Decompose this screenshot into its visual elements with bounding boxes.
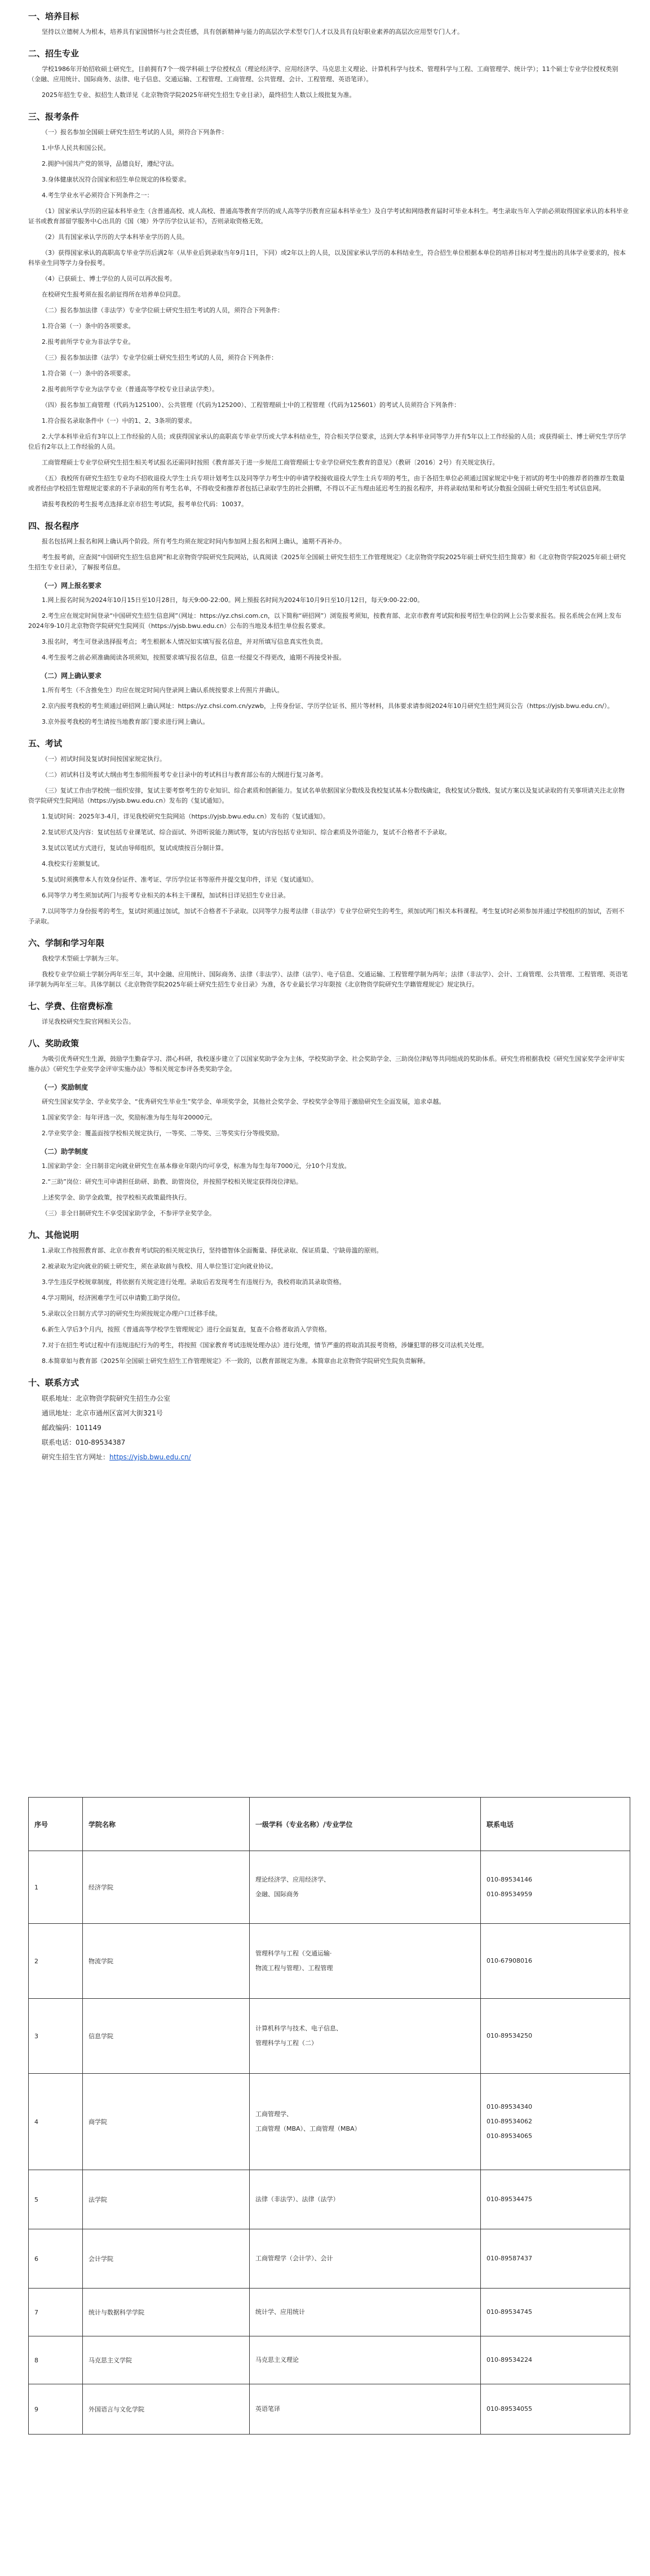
subjects-cell	[250, 1924, 481, 1999]
subject-line: 工商管理学（会计学）、会计	[255, 2255, 333, 2262]
subject-line: 工商管理学、	[255, 2110, 293, 2118]
paragraph: 7.以同等学力身份报考的考生，复试时须通过加试，加试不合格者不予录取。以同等学力报考法律（非法学）专业学位研究生的考生，须加试两门相关本科课程。考生复试时必须参加并通过学校组织的加试，否则不予录取。	[28, 908, 625, 925]
table-row	[29, 2336, 630, 2384]
paragraph: 1.符合报名录取条件中（一）中的1、2、3条项的要求。	[42, 417, 196, 424]
phone-cell	[481, 2229, 630, 2289]
paragraph: （4）已获硕士、博士学位的人员可以再次报考。	[42, 275, 176, 282]
subsection-heading-grants: （二）助学制度	[41, 1148, 89, 1156]
paragraph: 1.符合第（一）条中的各项要求。	[42, 370, 135, 377]
paragraph: 1.所有考生（不含推免生）均应在规定时间内登录网上确认系统按要求上传照片并确认。	[42, 687, 284, 694]
subject-line: 工商管理（MBA）、工商管理（MBA）	[255, 2125, 361, 2132]
paragraph: 详见我校研究生院官网相关公告。	[42, 1018, 135, 1025]
phone-number: 010-67908016	[487, 1957, 532, 1964]
phone-cell	[481, 2336, 630, 2384]
college-contact-table	[28, 1797, 630, 2435]
paragraph: 3.京外报考我校的考生请按当地教育部门要求进行网上确认。	[42, 718, 209, 725]
phone-cell	[481, 1851, 630, 1924]
paragraph: （三）复试工作由学校统一组织安排，复试主要考察考生的专业知识、综合素质和创新能力。复试名单依据国家分数线及我校复试基本分数线确定，我校复试分数线、复试方案以及复试录取的有关事项请关注北京物资学院研究生院网站（https://yjsb.bwu.edu.cn）发布的《复试通知》。	[28, 787, 625, 804]
paragraph: 上述奖学金、助学金政策，按学校相关政策最终执行。	[42, 1194, 191, 1201]
paragraph: 5.复试时须携带本人有效身份证件、准考证、学历学位证书等原件并提交复印件，详见《复试通知》。	[42, 876, 317, 883]
paragraph: 1.录取工作按照教育部、北京市教育考试院的相关规定执行，坚持德智体全面衡量、择优录取、保证质量、宁缺毋滥的原则。	[42, 1247, 383, 1254]
header-phone: 联系电话	[481, 1798, 630, 1851]
row-number: 6	[29, 2229, 83, 2289]
subsection-heading-online-confirmation: （二）网上确认要求	[41, 672, 102, 680]
college-name: 马克思主义学院	[83, 2336, 250, 2384]
college-name: 统计与数据科学学院	[83, 2289, 250, 2336]
phone-number: 010-89534340	[487, 2103, 532, 2110]
paragraph: 1.国家助学金：全日制非定向就业研究生在基本修业年限内均可享受，标准为每生每年7000元，分10个月发放。	[42, 1162, 351, 1170]
table-row	[29, 2289, 630, 2336]
paragraph: 3.身体健康状况符合国家和招生单位规定的体检要求。	[42, 176, 191, 183]
contact-table-wrapper	[28, 1797, 630, 2435]
section-heading-eligibility: 三、报考条件	[28, 112, 79, 122]
paragraph: 4.学习期间，经济困难学生可以申请勤工助学岗位。	[42, 1294, 184, 1302]
phone-number: 010-89534062	[487, 2118, 532, 2125]
paragraph: 1.中华人民共和国公民。	[42, 144, 110, 152]
paragraph: （四）报名参加工商管理（代码为125100）、公共管理（代码为125200）、工程管理硕士中的工程管理（代码为125601）的考试人员须符合下列条件：	[42, 401, 460, 409]
paragraph: 8.本简章如与教育部《2025年全国硕士研究生招生工作管理规定》不一致的，以教育部规定为准。本简章由北京物资学院研究生院负责解释。	[42, 1357, 430, 1365]
college-name: 商学院	[83, 2074, 250, 2170]
paragraph: 6.新生入学后3个月内，按照《普通高等学校学生管理规定》进行全面复查，复查不合格者取消入学资格。	[42, 1326, 331, 1333]
paragraph: 2.“三助”岗位：研究生可申请担任助研、助教、助管岗位，并按照学校相关规定获得岗位津贴。	[42, 1178, 302, 1185]
paragraph: 6.同等学力考生须加试两门与报考专业相关的本科主干课程，加试科目详见招生专业目录。	[42, 892, 290, 899]
paragraph: （一）报名参加全国硕士研究生招生考试的人员，须符合下列条件：	[42, 129, 228, 136]
paragraph: 研究生国家奖学金、学业奖学金、“优秀研究生毕业生”奖学金、单项奖学金，其他社会奖学金、学校奖学金等用于激励研究生全面发展，追求卓越。	[42, 1098, 445, 1105]
contact-address: 联系地址：北京物资学院研究生招生办公室	[42, 1395, 171, 1402]
paragraph: 1.符合第（一）条中的各项要求。	[42, 322, 135, 330]
paragraph: 请报考我校的考生报考点选择北京市招生考试院，报考单位代码：10037。	[42, 501, 247, 508]
subject-line: 英语笔译	[255, 2405, 280, 2413]
paragraph: 2.学业奖学金：覆盖面按学校相关规定执行，一等奖、二等奖、三等奖实行分等级奖励。	[42, 1130, 284, 1137]
paragraph: 2.报考前所学专业为法学专业（普通高等学校专业目录法学类）。	[42, 386, 218, 393]
contact-website-label: 研究生招生官方网址：	[42, 1453, 110, 1461]
paragraph: 1.网上报名时间为2024年10月15日至10月28日，每天9:00-22:00。网上预报名时间为2024年10月9日至10月12日，每天9:00-22:00。	[42, 596, 424, 604]
paragraph: （三）报名参加法律（法学）专业学位硕士研究生招生考试的人员，须符合下列条件：	[42, 354, 277, 361]
paragraph: 4.考生报考之前必须准确阅读各项须知，按照要求填写报名信息，信息一经提交不得更改，逾期不再接受补报。	[42, 654, 346, 661]
row-number: 3	[29, 1999, 83, 2074]
row-number: 8	[29, 2336, 83, 2384]
document-body	[28, 0, 630, 1770]
header-subjects: 一级学科（专业名称）/专业学位	[250, 1798, 481, 1851]
college-name: 经济学院	[83, 1851, 250, 1924]
subjects-cell	[250, 2074, 481, 2170]
table-row	[29, 2074, 630, 2170]
subject-line: 统计学、应用统计	[255, 2308, 305, 2316]
subject-line: 物流工程与管理）、工程管理	[255, 1964, 333, 1972]
phone-number: 010-89534055	[487, 2405, 532, 2413]
row-number: 1	[29, 1851, 83, 1924]
paragraph: （五）我校所有研究生招生专业均不招收退役大学生士兵专项计划考生以及同等学力考生中的申请学校接收退役大学生士兵专项的考生，由于各招生单位必须通过国家规定中免于初试的考生中的推荐者的推荐生数量或者经由学校招生管理规定要求的不予录取的所有考生名单，不得收受和推荐者包括已录取学生的社会捐赠，不得以不正当理由延迟考生的报名程序，并将录取结果和考试分数报全国硕士研究生招生考试信息网。	[28, 475, 625, 492]
paragraph: 为吸引优秀研究生生源，鼓励学生勤奋学习、潜心科研，我校逐步建立了以国家奖助学金为主体，学校奖助学金、社会奖助学金、三助岗位津贴等共同组成的奖助体系。研究生将根据我校《研究生国家奖学金评审实施办法》《研究生学业奖学金评审实施办法》等相关规定参评各类奖助学金。	[28, 1055, 625, 1073]
section-heading-majors: 二、招生专业	[28, 48, 79, 59]
table-row	[29, 2229, 630, 2289]
contact-website	[28, 1452, 630, 1462]
college-name: 信息学院	[83, 1999, 250, 2074]
phone-cell	[481, 2074, 630, 2170]
section-heading-exam: 五、考试	[28, 738, 63, 749]
paragraph: 报名包括网上报名和网上确认两个阶段。所有考生均须在规定时间内参加网上报名和网上确认，逾期不再补办。	[42, 538, 346, 545]
paragraph: 7.对于在招生考试过程中有违规违纪行为的考生，将按照《国家教育考试违规处理办法》进行处理，情节严重的将取消其报考资格，涉嫌犯罪的移交司法机关处理。	[42, 1342, 488, 1349]
paragraph: 学校1986年开始招收硕士研究生，目前拥有7个一级学科硕士学位授权点（理论经济学、应用经济学、马克思主义理论、计算机科学与技术、管理科学与工程、工商管理学、统计学）；11个硕士专业学位授权类别（金融、应用统计、国际商务、法律、电子信息、交通运输、工程管理、工商管理、公共管理、会计、工程管理、英语笔译）。	[28, 65, 618, 83]
phone-cell	[481, 1999, 630, 2074]
header-no: 序号	[29, 1798, 83, 1851]
phone-number: 010-89534224	[487, 2356, 532, 2363]
paragraph: （二）初试科目及考试大纲由考生参照所报考专业目录中的考试科目与教育部公布的大纲进行复习备考。	[42, 771, 327, 778]
table-row	[29, 2170, 630, 2229]
paragraph: 4.考生学业水平必须符合下列条件之一：	[42, 192, 153, 199]
college-name: 会计学院	[83, 2229, 250, 2289]
subject-line: 金融、国际商务	[255, 1891, 299, 1898]
phone-number: 010-89534146	[487, 1876, 532, 1883]
phone-number: 010-89534745	[487, 2308, 532, 2316]
paragraph: 3.学生违反学校规章制度，将依据有关规定进行处理。录取后若发现考生有违规行为，我校将取消其录取资格。	[42, 1278, 346, 1286]
paragraph: 2.考生应在规定时间登录“中国研究生招生信息网”（网址：https://yz.chsi.com.cn，以下简称“研招网”）浏览报考须知，按教育部、北京市教育考试院和报考招生单位的网上公告要求报名。报名系统会在网上发布2024年9-10月北京物资学院研究生院网页（https://yjsb.bwu.edu.cn）公布的当地及本招生单位报名要求。	[28, 612, 622, 630]
phone-number: 010-89587437	[487, 2255, 532, 2262]
phone-cell	[481, 2170, 630, 2229]
row-number: 9	[29, 2384, 83, 2435]
paragraph: 2.报考前所学专业为非法学专业。	[42, 338, 135, 346]
paragraph: 在校研究生报考须在报名前征得所在培养单位同意。	[42, 291, 184, 298]
table-row	[29, 1851, 630, 1924]
college-name: 物流学院	[83, 1924, 250, 1999]
subsection-heading-online-registration: （一）网上报名要求	[41, 582, 102, 590]
phone-number: 010-89534475	[487, 2196, 532, 2203]
college-name: 法学院	[83, 2170, 250, 2229]
subjects-cell	[250, 2384, 481, 2435]
subject-line: 理论经济学、应用经济学、	[255, 1876, 330, 1883]
phone-number: 010-89534250	[487, 2032, 532, 2039]
phone-cell	[481, 2289, 630, 2336]
paragraph: 2.被录取为定向就业的硕士研究生，须在录取前与我校、用人单位签订定向就业协议。	[42, 1263, 277, 1270]
paragraph: 我校学术型硕士学制为三年。	[42, 955, 122, 962]
subjects-cell	[250, 2229, 481, 2289]
row-number: 2	[29, 1924, 83, 1999]
section-heading-registration: 四、报名程序	[28, 521, 79, 531]
section-heading-fees: 七、学费、住宿费标准	[28, 1001, 113, 1011]
paragraph: （3）获得国家承认的高职高专毕业学历后满2年（从毕业后到录取当年9月1日，下同）或2年以上的人员，以及国家承认学历的本科结业生，符合招生单位根据本单位的培养目标对考生提出的具体学业要求的，按本科毕业生同等学力身份报考。	[28, 249, 626, 267]
website-link[interactable]: https://yjsb.bwu.edu.cn/	[109, 1453, 191, 1461]
paragraph: （1）国家承认学历的应届本科毕业生（含普通高校、成人高校、普通高等教育学历的成人高等学历教育应届本科毕业生）及自学考试和网络教育届时可毕业本科生。考生录取当年入学前必须取得国家承认的本科毕业证书或教育部留学服务中心出具的《国（境）外学历学位认证书》，否则录取资格无效。	[28, 207, 629, 225]
subject-line: 管理科学与工程（交通运输·	[255, 1950, 332, 1957]
paragraph: （一）初试时间及复试时间按国家规定执行。	[42, 755, 166, 763]
paragraph: （二）报名参加法律（非法学）专业学位硕士研究生招生考试的人员，须符合下列条件：	[42, 307, 284, 314]
section-heading-study-duration: 六、学制和学习年限	[28, 938, 105, 948]
paragraph: （三）非全日制研究生不享受国家助学金，不参评学业奖学金。	[42, 1210, 215, 1217]
paragraph: 2.京内报考我校的考生须通过研招网上确认网址：https://yz.chsi.com.cn/yzwb，上传身份证、学历学位证书、照片等材料，具体要求请参阅2024年10月研究生招生网页公告（https://yjsb.bwu.edu.cn/）。	[42, 702, 614, 710]
subject-line: 管理科学与工程（二）	[255, 2039, 317, 2047]
paragraph: （2）具有国家承认学历的大学本科毕业学历的人员。	[42, 233, 188, 241]
paragraph: 我校专业学位硕士学制分两年至三年，其中金融、应用统计、国际商务、法律（非法学）、法律（法学）、电子信息、交通运输、工程管理学制为两年；法律（非法学）、会计、工商管理、公共管理、工程管理、英语笔译学制为两年至三年。具体学制以《北京物资学院2025年硕士研究生招生专业目录》为准，各专业最长学习年限按《北京物资学院研究生学籍管理规定》规定执行。	[28, 971, 628, 988]
subjects-cell	[250, 2289, 481, 2336]
paragraph: 4.我校实行差额复试。	[42, 860, 104, 867]
subject-line: 马克思主义理论	[255, 2356, 299, 2363]
paragraph: 1.复试时间：2025年3-4月，详见我校研究生院网站（https://yjsb.bwu.edu.cn）发布的《复试通知》。	[42, 813, 329, 820]
section-heading-scholarships: 八、奖助政策	[28, 1038, 79, 1048]
table-row	[29, 2384, 630, 2435]
table-row	[29, 1924, 630, 1999]
paragraph: 1.国家奖学金：每年评选一次，奖励标准为每生每年20000元。	[42, 1114, 216, 1121]
phone-number: 010-89534065	[487, 2132, 532, 2140]
contact-phone: 联系电话：010-89534387	[42, 1439, 126, 1446]
paragraph: 3.报名时，考生可登录选择报考点；考生根据本人情况如实填写报名信息，并对所填写信息真实性负责。	[42, 638, 327, 645]
section-heading-notes: 九、其他说明	[28, 1230, 79, 1240]
table-row	[29, 1999, 630, 2074]
paragraph: 2.复试形式及内容：复试包括专业课笔试、综合面试、外语听说能力测试等，复试内容包括专业知识、综合素质及外语能力，复试不合格者不予录取。	[42, 829, 451, 836]
header-college: 学院名称	[83, 1798, 250, 1851]
subsection-heading-awards: （一）奖励制度	[41, 1083, 89, 1091]
section-heading-contact: 十、联系方式	[28, 1378, 79, 1388]
row-number: 5	[29, 2170, 83, 2229]
subjects-cell	[250, 2336, 481, 2384]
paragraph: 考生报考前，应查阅“中国研究生招生信息网”和北京物资学院研究生院网站，认真阅读《2025年全国硕士研究生招生工作管理规定》《北京物资学院2025年硕士研究生招生简章》和《北京物资学院2025年硕士研究生招生专业目录》，了解报考信息。	[28, 554, 626, 571]
contact-postcode: 邮政编码：101149	[42, 1424, 101, 1432]
paragraph: 2025年招生专业、拟招生人数详见《北京物资学院2025年研究生招生专业目录》，最终招生人数以上级批复为准。	[42, 91, 356, 99]
subject-line: 计算机科学与技术、电子信息、	[255, 2025, 342, 2032]
subjects-cell	[250, 1851, 481, 1924]
subject-line: 法律（非法学）、法律（法学）	[255, 2196, 339, 2203]
paragraph: 2.大学本科毕业后有3年以上工作经验的人员；或获得国家承认的高职高专毕业学历或大学本科结业生，符合相关学位要求，达到大学本科毕业同等学力并有5年以上工作经验的人员；或获得硕士、博士研究生学历学位后有2年以上工作经验的人员。	[28, 433, 626, 450]
row-number: 4	[29, 2074, 83, 2170]
section-heading-objectives: 一、培养目标	[28, 11, 79, 21]
paragraph: 5.录取以全日制方式学习的研究生均须按规定办理户口迁移手续。	[42, 1310, 222, 1317]
paragraph: 2.拥护中国共产党的领导，品德良好，遵纪守法。	[42, 160, 178, 167]
paragraph: 3.复试以笔试方式进行，复试由导师组织，复试成绩按百分制计算。	[42, 844, 228, 852]
phone-number: 010-89534959	[487, 1891, 532, 1898]
subjects-cell	[250, 2170, 481, 2229]
phone-cell	[481, 1924, 630, 1999]
subjects-cell	[250, 1999, 481, 2074]
college-name: 外国语言与文化学院	[83, 2384, 250, 2435]
row-number: 7	[29, 2289, 83, 2336]
paragraph: 工商管理硕士专业学位研究生招生相关考试报名还需同时按照《教育部关于进一步规范工商管理硕士专业学位研究生教育的意见》（教研〔2016〕2号）有关规定执行。	[42, 459, 499, 466]
paragraph: 坚持以立德树人为根本，培养具有家国情怀与社会责任感，具有创新精神与能力的高层次学术型专门人才以及具有良好职业素养的高层次应用型专门人才。	[42, 28, 463, 36]
contact-mailing-address: 通讯地址：北京市通州区富河大街321号	[42, 1409, 163, 1417]
table-header-row	[29, 1798, 630, 1851]
phone-cell	[481, 2384, 630, 2435]
